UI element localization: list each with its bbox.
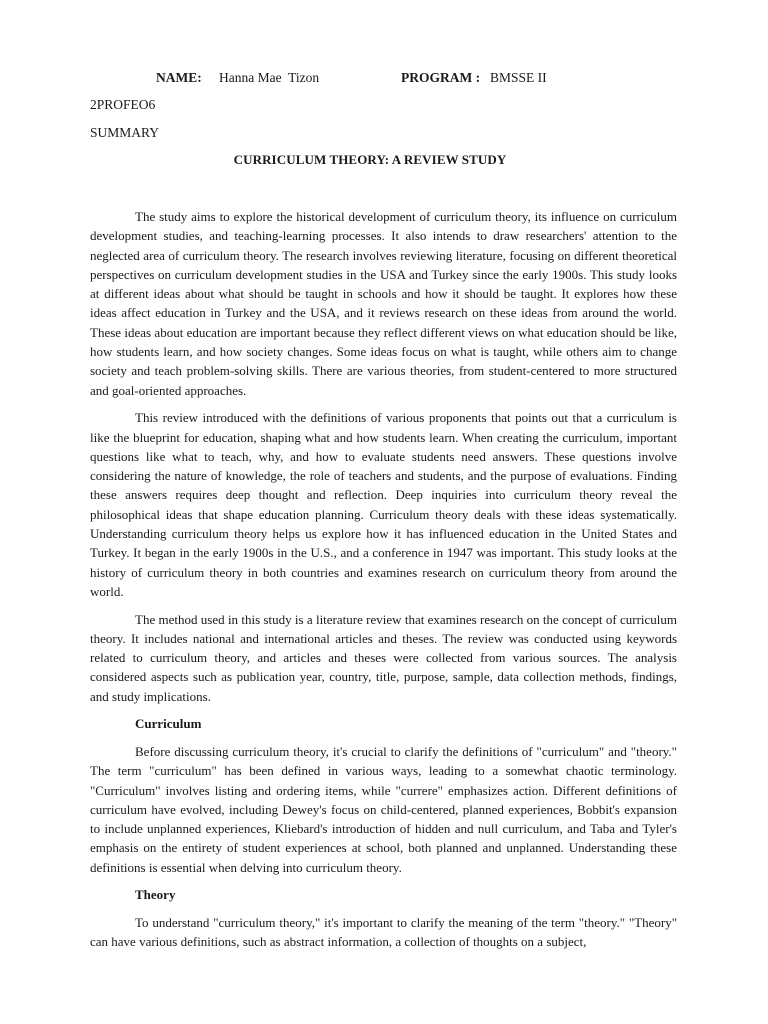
- review-paragraph: This review introduced with the definitions of various proponents that points out that a curriculum is like the blueprint for education, shaping what and how students learn. When creating the curriculum, important questions like what to teach, why, and how to evaluate students need answers. These questions involve considering the nature of knowledge, the role of teachers and students, and the purpose of evaluations. Finding these answers requires deep thought and reflection. Deep inquiries into curriculum theory reveal the philosophical ideas that shape education planning. Curriculum theory deals with these ideas systematically. Understanding curriculum theory helps us explore how it has influenced education in the United States and Turkey. It began in the early 1900s in the U.S., and a conference in 1947 was important. This study looks at the history of curriculum theory in both countries and examines research on curriculum theory from around the world.: [90, 410, 677, 599]
- course-code: 2PROFEO6: [90, 97, 156, 112]
- name-value: Hanna Mae Tizon: [219, 70, 320, 85]
- document-body: [90, 207, 677, 960]
- document-type: SUMMARY: [90, 125, 160, 140]
- name-label: NAME:: [156, 70, 202, 85]
- curriculum-paragraph: Before discussing curriculum theory, it's crucial to clarify the definitions of "curriculum" and "theory." The term "curriculum" has been defined in various ways, leading to a somewhat chaotic terminology. "Curriculum" involves listing and ordering items, while "currere" emphasizes action. Different definitions of curriculum have evolved, including Dewey's focus on child-centered, planned experiences, Bobbit's expansion to include unplanned experiences, Kliebard's introduction of hidden and null curriculum, and Taba and Tyler's emphasis on the entirety of student experiences at school, both planned and unplanned. Understanding these definitions is essential when delving into curriculum theory.: [90, 743, 677, 875]
- document-title: CURRICULUM THEORY: A REVIEW STUDY: [233, 152, 507, 167]
- program-value: BMSSE II: [490, 70, 547, 85]
- theory-paragraph: To understand "curriculum theory," it's important to clarify the meaning of the term "theory." "Theory" can have various definitions, such as abstract information, a collection of thoughts on a subject,: [90, 914, 677, 950]
- section-heading-theory: Theory: [135, 887, 176, 903]
- student-info-line: [0, 70, 768, 90]
- intro-paragraph: The study aims to explore the historical development of curriculum theory, its influence on curriculum development studies, and teaching-learning processes. It also intends to draw researchers' attention to the neglected area of curriculum theory. The research involves reviewing literature, focusing on different theoretical perspectives on curriculum development studies in the USA and Turkey since the early 1900s. This study looks at different ideas about what should be taught in schools and how it should be taught. It explores how these ideas affect education in Turkey and the USA, and it reviews research on these ideas from around the world. These ideas about education are important because they reflect different views on what education should be like, how students learn, and how society changes. Some ideas focus on what is taught, while others aim to change society and teach problem-solving skills. There are various theories, from student-centered to more structured and goal-oriented approaches.: [90, 209, 677, 398]
- section-heading-curriculum: Curriculum: [135, 716, 202, 732]
- method-paragraph: The method used in this study is a literature review that examines research on the concept of curriculum theory. It includes national and international articles and theses. The review was conducted using keywords related to curriculum theory, and articles and theses were collected from various sources. The analysis considered aspects such as publication year, country, title, purpose, sample, data collection methods, findings, and study implications.: [90, 611, 677, 704]
- program-label: PROGRAM :: [401, 70, 481, 85]
